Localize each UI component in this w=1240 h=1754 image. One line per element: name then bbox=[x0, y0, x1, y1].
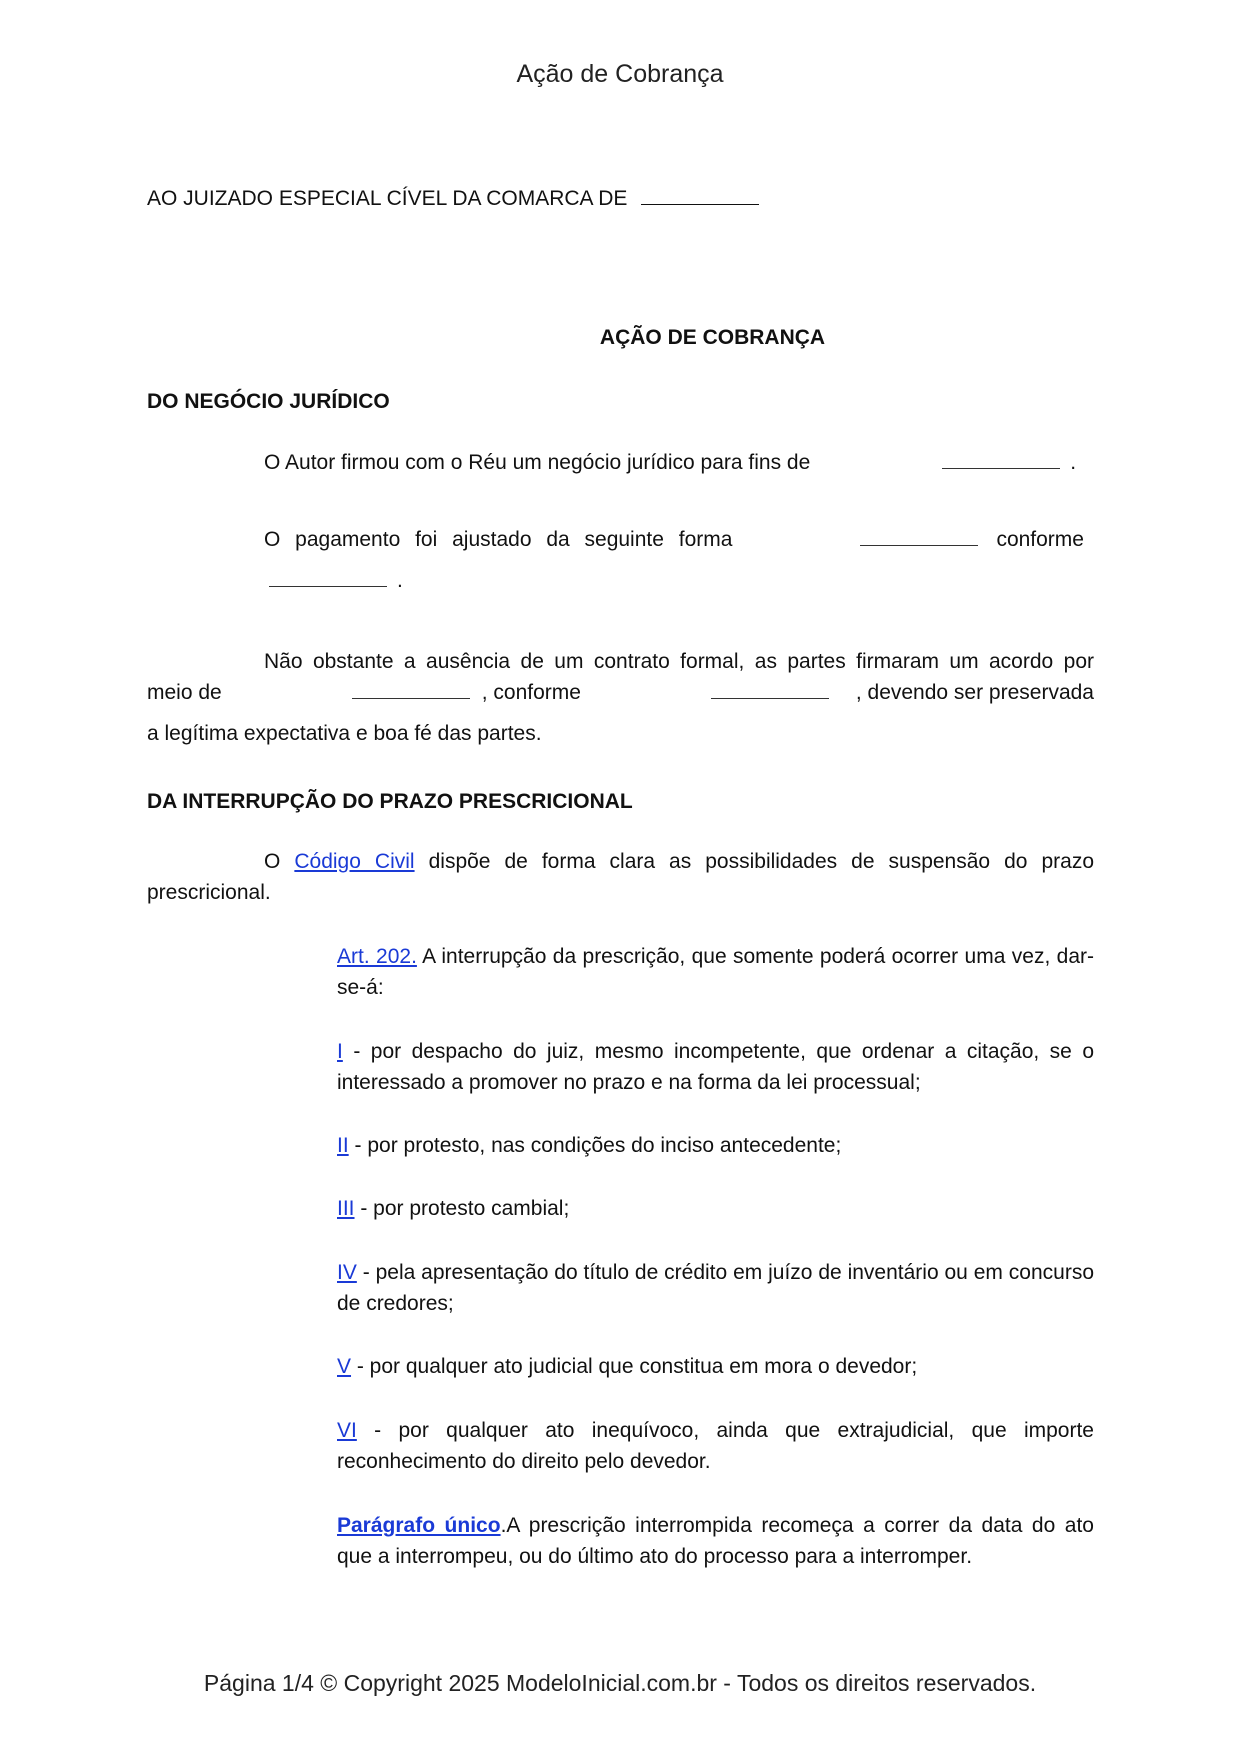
art-202-link[interactable]: Art. 202. bbox=[337, 945, 417, 968]
intro-rest: dispõe de forma clara as possibilidades de suspensão do prazo prescricional. bbox=[147, 850, 1094, 904]
intro-paragraph bbox=[147, 846, 1094, 908]
paragrafo-unico-link[interactable]: Parágrafo único bbox=[337, 1514, 501, 1537]
p1-blank[interactable] bbox=[942, 454, 1060, 469]
list-item bbox=[337, 1351, 1094, 1382]
inciso-link[interactable]: V bbox=[337, 1355, 352, 1378]
p3-blank-1[interactable] bbox=[352, 684, 470, 699]
inciso-link[interactable]: III bbox=[337, 1197, 355, 1220]
codigo-civil-link[interactable]: Código Civil bbox=[294, 850, 415, 873]
p2-blank-2[interactable] bbox=[269, 572, 387, 587]
p3-start: meio de bbox=[147, 681, 222, 704]
p3-mid: , conforme bbox=[481, 681, 581, 704]
list-item bbox=[337, 1415, 1094, 1477]
p2-mid: conforme bbox=[996, 528, 1084, 551]
p3-end: , devendo ser preservada bbox=[855, 681, 1094, 704]
inciso-text: - por protesto cambial; bbox=[360, 1197, 570, 1220]
section-heading-interrupcao: DA INTERRUPÇÃO DO PRAZO PRESCRICIONAL bbox=[147, 790, 633, 813]
inciso-text: - por protesto, nas condições do inciso antecedente; bbox=[354, 1134, 842, 1157]
paragrafo-unico-text: .A prescrição interrompida recomeça a correr da data do ato que a interrompeu, ou do último ato do processo para a interromper. bbox=[337, 1514, 1094, 1568]
document-header-title: Ação de Cobrança bbox=[516, 60, 724, 88]
list-item bbox=[337, 1193, 1094, 1224]
list-item bbox=[337, 1257, 1094, 1319]
inciso-link[interactable]: II bbox=[337, 1134, 349, 1157]
p2-text: O pagamento foi ajustado da seguinte forma bbox=[264, 528, 733, 551]
intro-start: O bbox=[264, 850, 281, 873]
inciso-text: - por qualquer ato judicial que constitua em mora o devedor; bbox=[356, 1355, 918, 1378]
inciso-link[interactable]: IV bbox=[337, 1261, 357, 1284]
inciso-link[interactable]: I bbox=[337, 1040, 343, 1063]
court-blank[interactable] bbox=[641, 186, 759, 205]
court-line-text: AO JUIZADO ESPECIAL CÍVEL DA COMARCA DE bbox=[147, 187, 628, 210]
inciso-text: - por despacho do juiz, mesmo incompetente, que ordenar a citação, se o interessado a promover no prazo e na forma da lei processual; bbox=[337, 1040, 1094, 1094]
paragraph-1 bbox=[147, 447, 1094, 478]
p2-end: . bbox=[397, 569, 403, 592]
p2-blank-1[interactable] bbox=[860, 531, 978, 546]
inciso-text: - por qualquer ato inequívoco, ainda que extrajudicial, que importe reconhecimento do direito pelo devedor. bbox=[337, 1419, 1094, 1473]
paragraph-2 bbox=[147, 524, 1094, 596]
p3-line-3: a legítima expectativa e boa fé das partes. bbox=[147, 722, 542, 745]
court-addressing bbox=[147, 186, 759, 211]
section-heading-negocio: DO NEGÓCIO JURÍDICO bbox=[147, 390, 390, 413]
inciso-text: - pela apresentação do título de crédito em juízo de inventário ou em concurso de credores; bbox=[337, 1261, 1094, 1315]
paragraph-3 bbox=[147, 646, 1094, 749]
main-title: AÇÃO DE COBRANÇA bbox=[599, 326, 826, 349]
list-item bbox=[337, 1036, 1094, 1098]
p1-end: . bbox=[1070, 451, 1077, 474]
paragrafo-unico bbox=[337, 1510, 1094, 1572]
page-footer: Página 1/4 © Copyright 2025 ModeloInicial.com.br - Todos os direitos reservados. bbox=[203, 1670, 1037, 1696]
inciso-link[interactable]: VI bbox=[337, 1419, 357, 1442]
list-item bbox=[337, 1130, 1094, 1161]
art-202-text: A interrupção da prescrição, que somente poderá ocorrer uma vez, dar-se-á: bbox=[337, 945, 1094, 999]
p3-line-1: Não obstante a ausência de um contrato formal, as partes firmaram um acordo por bbox=[264, 650, 1094, 673]
p3-blank-2[interactable] bbox=[711, 684, 829, 699]
article-202 bbox=[337, 941, 1094, 1003]
p1-text: O Autor firmou com o Réu um negócio jurídico para fins de bbox=[264, 451, 811, 474]
